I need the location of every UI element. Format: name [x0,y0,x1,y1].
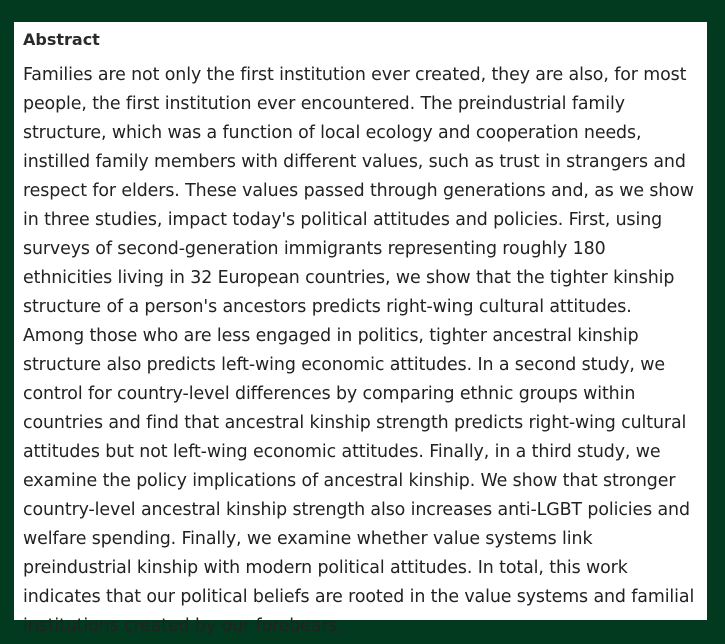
abstract-heading: Abstract [23,30,100,49]
abstract-panel [14,22,707,636]
abstract-text: Families are not only the first institution ever created, they are also, for most people, the first institution ever encountered. The preindustrial family structure, which was a function of local ecology and cooperation needs, instilled family members with different values, such as trust in strangers and respect for elders. These values passed through generations and, as we show in three studies, impact today's political attitudes and policies. First, using surveys of second-generation immigrants representing roughly 180 ethnicities living in 32 European countries, we show that the tighter kinship structure of a person's ancestors predicts right-wing cultural attitudes. Among those who are less engaged in politics, tighter ancestral kinship structure also predicts left-wing economic attitudes. In a second study, we control for country-level differences by comparing ethnic groups within countries and find that ancestral kinship strength predicts right-wing cultural attitudes but not left-wing economic attitudes. Finally, in a third study, we examine the policy implications of ancestral kinship. We show that stronger country-level ancestral kinship strength also increases anti-LGBT policies and welfare spending. Finally, we examine whether value systems link preindustrial kinship with modern political attitudes. In total, this work indicates that our political beliefs are rooted in the value systems and familial institutions created by our forebears. [23,65,695,636]
